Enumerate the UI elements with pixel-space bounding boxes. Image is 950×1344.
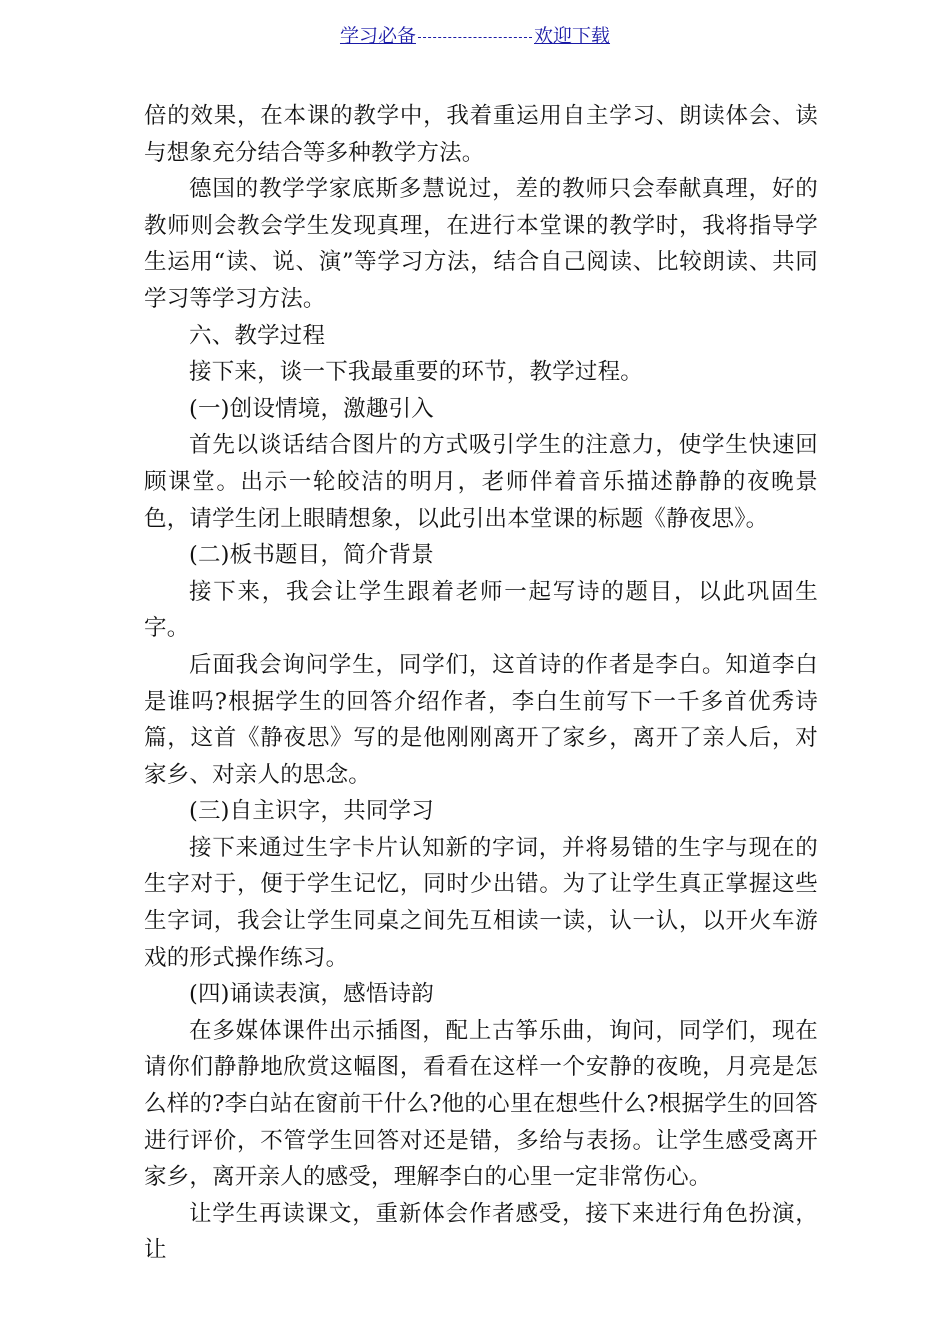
section-heading-teaching-process: 六、教学过程 [189, 322, 326, 349]
header-left-text: 学习必备 [339, 25, 416, 47]
page-header [0, 22, 950, 50]
paragraph-intro-process: 接下来，谈一下我最重要的环节，教学过程。 [189, 359, 644, 386]
header-right-text: 欢迎下载 [534, 25, 611, 47]
document-body [144, 98, 818, 1269]
subheading-3: (三)自主识字，共同学习 [189, 798, 434, 825]
paragraph-step-2a: 接下来，我会让学生跟着老师一起写诗的题目，以此巩固生字。 [144, 578, 818, 642]
paragraph-step-3: 接下来通过生字卡片认知新的字词，并将易错的生字与现在的生字对于，便于学生记忆，同时少出错。为了让学生真正掌握这些生字词，我会让学生同桌之间先互相读一读，认一认，以开火车游戏的形式操作练习。 [144, 834, 818, 971]
paragraph-step-1: 首先以谈话结合图片的方式吸引学生的注意力，使学生快速回顾课堂。出示一轮皎洁的明月，老师伴着音乐描述静静的夜晚景色，请学生闭上眼睛想象，以此引出本堂课的标题《静夜思》。 [144, 432, 818, 532]
paragraph-step-4b: 让学生再读课文，重新体会作者感受，接下来进行角色扮演，让 [144, 1200, 818, 1264]
subheading-2: (二)板书题目，简介背景 [189, 542, 434, 569]
subheading-1: (一)创设情境，激趣引入 [189, 395, 434, 422]
subheading-4: (四)诵读表演，感悟诗韵 [189, 981, 434, 1008]
paragraph-continuation: 倍的效果，在本课的教学中，我着重运用自主学习、朗读体会、读与想象充分结合等多种教学方法。 [144, 103, 818, 166]
header-dash-line [418, 36, 532, 38]
paragraph-teaching-quote: 德国的教学学家底斯多慧说过，差的教师只会奉献真理，好的教师则会教会学生发现真理，在进行本堂课的教学时，我将指导学生运用“读、说、演”等学习方法，结合自己阅读、比较朗读、共同学习等学习方法。 [144, 176, 818, 312]
paragraph-step-4a: 在多媒体课件出示插图，配上古筝乐曲，询问，同学们，现在请你们静静地欣赏这幅图，看看在这样一个安静的夜晚，月亮是怎么样的?李白站在窗前干什么?他的心里在想些什么?根据学生的回答进行评价，不管学生回答对还是错，多给与表扬。让学生感受离开家乡，离开亲人的感受，理解李白的心里一定非常伤心。 [144, 1017, 818, 1191]
paragraph-step-2b: 后面我会询问学生，同学们，这首诗的作者是李白。知道李白是谁吗?根据学生的回答介绍作者，李白生前写下一千多首优秀诗篇，这首《静夜思》写的是他刚刚离开了家乡，离开了亲人后，对家乡、对亲人的思念。 [144, 651, 818, 788]
